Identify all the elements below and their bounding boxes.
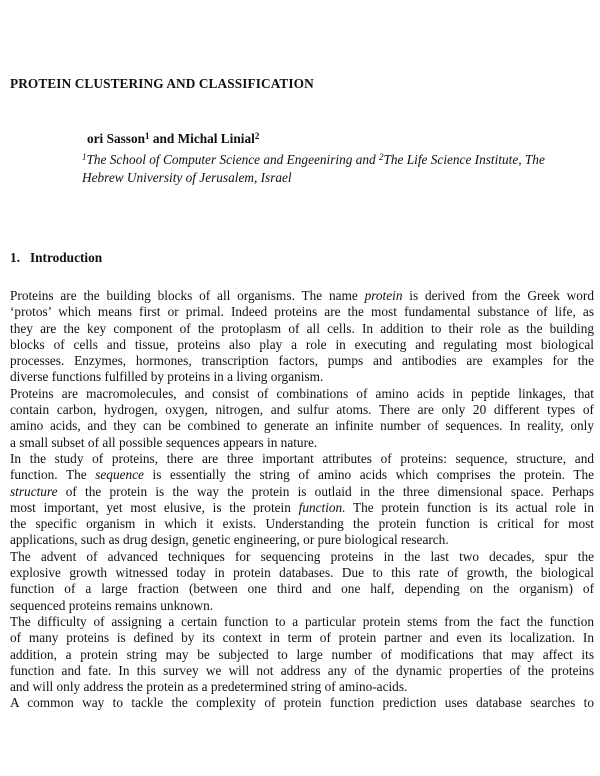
text-line	[10, 484, 594, 500]
text-line: the specific organism in which it exists. Understanding the protein function is critical for most	[10, 516, 594, 532]
affiliation-2-mark: 2	[378, 152, 384, 162]
text-span: of the protein is the way the protein is outlaid in the three dimensional space. Perhaps	[57, 483, 594, 499]
text-line: The difficulty of assigning a certain function to a particular protein stems from the fact the function	[10, 613, 594, 629]
text-span: is essentially the string of amino acids which comprises the protein. The	[143, 467, 595, 483]
text-line: a small subset of all possible sequences appears in nature.	[10, 434, 318, 450]
text-line	[10, 288, 594, 304]
text-line: A common way to tackle the complexity of protein function prediction uses database searches to	[10, 695, 594, 711]
text-span: The protein function is its actual role in	[345, 499, 594, 515]
affiliation-1-text: The School of Computer Science and Engeeniring and	[86, 152, 379, 167]
text-line: processes. Enzymes, hormones, transcription factors, pumps and antibodies are examples for the	[10, 353, 594, 369]
text-line: blocks of cells and tissue, proteins also play a role in executing and regulating most biological	[10, 336, 594, 352]
emphasis-protein: protein	[364, 288, 403, 303]
text-line: In the study of proteins, there are three important attributes of proteins: sequence, structure, and	[10, 450, 594, 466]
affiliations	[82, 151, 594, 187]
emphasis-structure: structure	[10, 483, 58, 499]
affiliation-line-2: Hebrew University of Jerusalem, Israel	[82, 170, 292, 185]
text-line: explosive growth witnessed today in protein databases. Due to this rate of growth, the biological	[10, 565, 594, 581]
text-line: Proteins are macromolecules, and consist of combinations of amino acids in peptide linkages, that	[10, 385, 594, 401]
text-span: is derived from the Greek word	[402, 288, 594, 303]
text-line: function and fate. In this survey we will not address any of the dynamic properties of the proteins	[10, 662, 594, 678]
text-line: ‘protos’ which means first or primal. Indeed proteins are the most fundamental substance of life, as	[10, 304, 594, 320]
text-line: The advent of advanced techniques for sequencing proteins in the last two decades, spur the	[10, 548, 594, 564]
author-1-name: ori Sasson	[87, 131, 146, 146]
section-number: 1.	[10, 250, 20, 265]
affiliation-line-1	[82, 151, 594, 169]
text-line: addition, a protein string may be subjected to large number of modifications that may affect its	[10, 646, 594, 662]
text-line: of many proteins is defined by its context in term of protein partner and even its localization. In	[10, 630, 594, 646]
text-line: applications, such as drug design, genetic engineering, or pure biological research.	[10, 532, 449, 548]
text-line	[10, 500, 594, 516]
text-span: Proteins are the building blocks of all organisms. The name	[10, 288, 365, 303]
author-1-affiliation-mark: 1	[145, 131, 150, 141]
emphasis-function: function.	[298, 499, 346, 515]
text-span: function. The	[10, 467, 96, 483]
text-line: amino acids, and they can be combined to generate an infinite number of sequences. In reality, only	[10, 418, 594, 434]
emphasis-sequence: sequence	[95, 467, 144, 483]
text-line: diverse functions fulfilled by proteins in a living organism.	[10, 369, 324, 385]
author-2-name: and Michal Linial	[149, 131, 255, 146]
introduction-body	[10, 288, 594, 712]
text-line: and will only address the protein as a predetermined string of amino-acids.	[10, 679, 408, 695]
section-heading	[10, 250, 102, 266]
paper-title: PROTEIN CLUSTERING AND CLASSIFICATION	[10, 76, 314, 91]
author-line	[87, 131, 259, 147]
section-title: Introduction	[29, 250, 103, 265]
author-2-affiliation-mark: 2	[254, 131, 260, 141]
text-line: function of a large fraction (between one third and one half, depending on the organism) of	[10, 581, 594, 597]
affiliation-1-mark: 1	[82, 152, 87, 162]
text-span: most important, yet most elusive, is the protein	[10, 499, 299, 515]
text-line	[10, 467, 594, 483]
affiliation-2-text: The Life Science Institute, The	[383, 152, 545, 167]
text-line: contain carbon, hydrogen, oxygen, nitrogen, and sulfur atoms. There are only 20 different types of	[10, 402, 594, 418]
text-line: they are the key component of the protoplasm of all cells. In addition to their role as the building	[10, 320, 594, 336]
text-line: sequenced proteins remains unknown.	[10, 597, 214, 613]
